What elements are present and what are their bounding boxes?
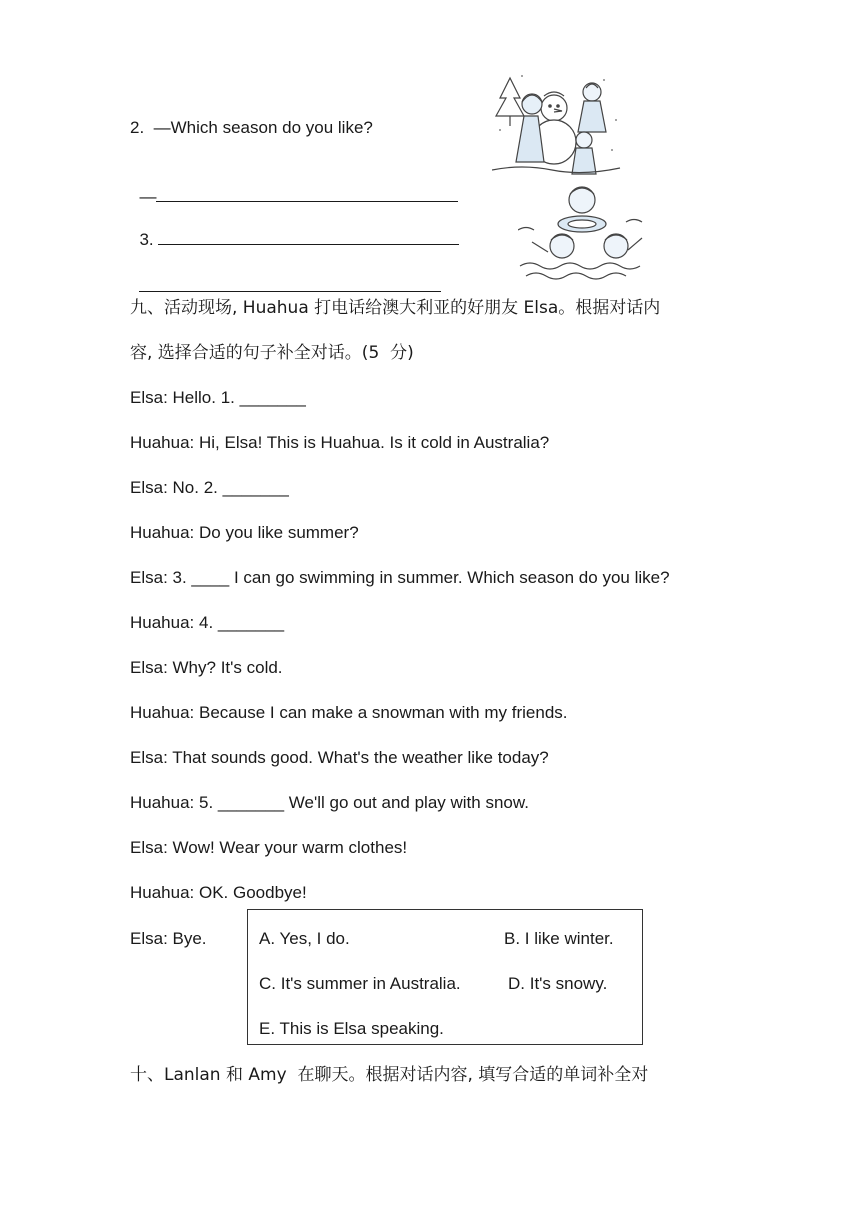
answer-blank[interactable] — [158, 228, 459, 245]
question-3-line-2[interactable] — [130, 253, 441, 298]
dialogue-line: Elsa: 3. ____ I can go swimming in summer. Which season do you like? — [130, 568, 670, 587]
dialogue-line: Elsa: No. 2. _______ — [130, 478, 289, 497]
snowman-illustration-icon — [492, 70, 622, 180]
option-d: D. It's snowy. — [508, 974, 608, 993]
section-9-heading-line-2: 容, 选择合适的句子补全对话。(5 分) — [130, 343, 414, 363]
dialogue-line: Huahua: 4. _______ — [130, 613, 285, 632]
section-9-heading-line-1: 九、活动现场, Huahua 打电话给澳大利亚的好朋友 Elsa。根据对话内 — [130, 298, 661, 318]
dialogue-line: Huahua: Do you like summer? — [130, 523, 359, 542]
option-a: A. Yes, I do. — [259, 929, 350, 948]
option-b: B. I like winter. — [504, 929, 614, 948]
swimming-illustration-icon — [518, 180, 648, 290]
answer-blank[interactable] — [156, 185, 458, 202]
dialogue-line: Huahua: Hi, Elsa! This is Huahua. Is it cold in Australia? — [130, 433, 550, 452]
question-3-line-1[interactable] — [130, 206, 459, 251]
question-3-number: 3. — [139, 230, 159, 249]
options-box — [247, 909, 643, 1045]
dialogue-line: Huahua: OK. Goodbye! — [130, 883, 307, 902]
answer-blank[interactable] — [139, 275, 441, 292]
option-c: C. It's summer in Australia. — [259, 974, 461, 993]
dialogue-line: Elsa: Why? It's cold. — [130, 658, 283, 677]
dialogue-line: Elsa: That sounds good. What's the weather like today? — [130, 748, 549, 767]
dialogue-line: Huahua: Because I can make a snowman with my friends. — [130, 703, 568, 722]
answer-dash: — — [139, 187, 157, 206]
question-2-answer-line[interactable] — [130, 163, 458, 208]
option-e: E. This is Elsa speaking. — [259, 1019, 444, 1038]
dialogue-line: Elsa: Wow! Wear your warm clothes! — [130, 838, 408, 857]
dialogue-line: Huahua: 5. _______ We'll go out and play with snow. — [130, 793, 529, 812]
dialogue-line: Elsa: Bye. — [130, 929, 207, 948]
section-10-heading-line-1: 十、Lanlan 和 Amy 在聊天。根据对话内容, 填写合适的单词补全对 — [130, 1065, 649, 1085]
dialogue-line: Elsa: Hello. 1. _______ — [130, 388, 306, 407]
question-2-text: 2. —Which season do you like? — [130, 118, 373, 137]
